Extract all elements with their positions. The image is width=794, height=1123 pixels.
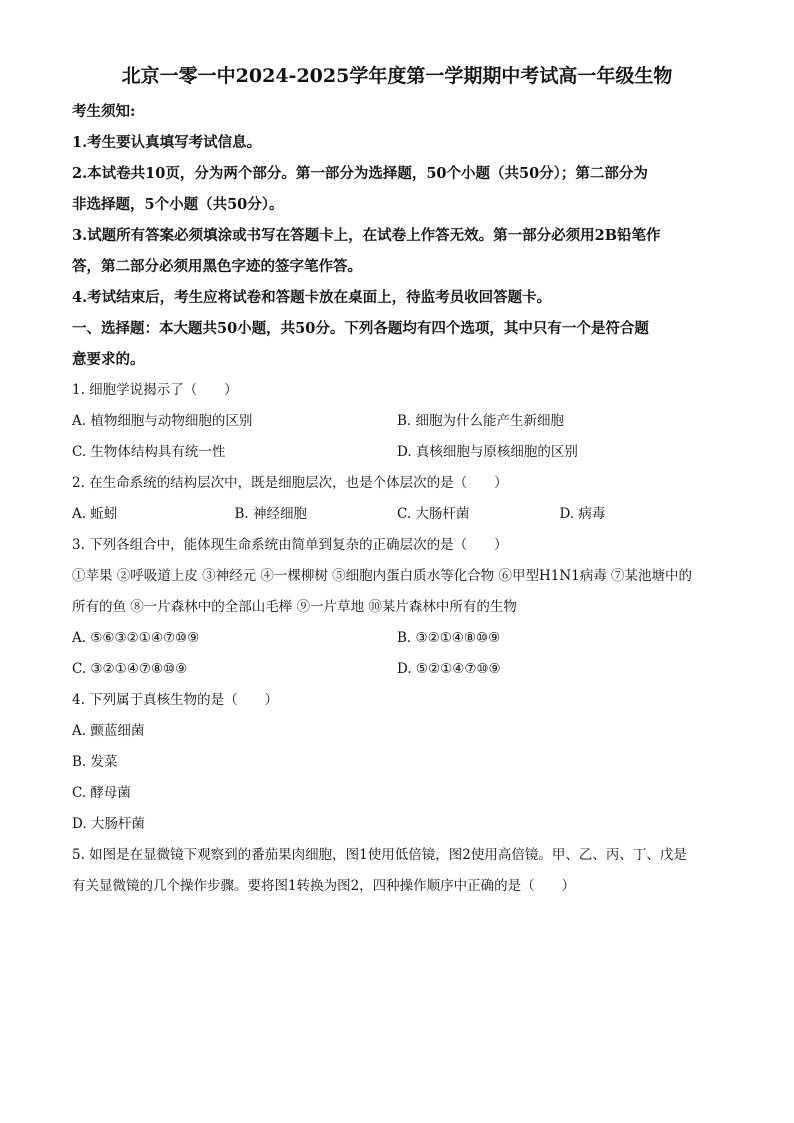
option-d: D. ⑤②①④⑦⑩⑨ — [397, 661, 501, 677]
notice-line-1: 1.考生要认真填写考试信息。 — [72, 134, 262, 151]
section-heading-cont: 意要求的。 — [72, 351, 145, 368]
notice-heading: 考生须知: — [72, 103, 136, 120]
question-1 — [72, 375, 722, 468]
page-title: 北京一零一中2024-2025学年度第一学期期中考试高一年级生物 — [121, 65, 673, 87]
notice-line-3: 3.试题所有答案必须填涂或书写在答题卡上，在试卷上作答无效。第一部分必须用2B铅笔作 — [72, 227, 661, 244]
option-a: A. 蚯蚓 — [72, 506, 118, 522]
option-a: A. 颤蓝细菌 — [72, 723, 145, 739]
question-stem-items-cont: 所有的鱼 ⑧一片森林中的全部山毛榉 ⑨一片草地 ⑩某片森林中所有的生物 — [72, 599, 517, 615]
option-c: C. 生物体结构具有统一性 — [72, 444, 226, 460]
option-row — [72, 406, 722, 437]
section-heading: 一、选择题：本大题共50小题，共50分。下列各题均有四个选项，其中只有一个是符合题 — [72, 320, 649, 337]
option-b: B. ③②①④⑧⑩⑨ — [397, 630, 501, 646]
option-b: B. 细胞为什么能产生新细胞 — [397, 413, 565, 429]
option-b: B. 神经细胞 — [234, 506, 308, 522]
question-5 — [72, 840, 722, 902]
notice-line-3-cont: 答，第二部分必须用黑色字迹的签字笔作答。 — [72, 258, 362, 275]
option-d: D. 大肠杆菌 — [72, 816, 145, 832]
notice-line-4: 4.考试结束后，考生应将试卷和答题卡放在桌面上，待监考员收回答题卡。 — [72, 289, 552, 306]
option-row — [72, 654, 722, 685]
exam-notice — [72, 96, 722, 375]
question-stem: 3. 下列各组合中，能体现生命系统由简单到复杂的正确层次的是（ ） — [72, 537, 508, 553]
question-stem: 4. 下列属于真核生物的是（ ） — [72, 692, 279, 708]
notice-line-2-cont: 非选择题，5个小题（共50分）。 — [72, 196, 284, 213]
question-stem: 5. 如图是在显微镜下观察到的番茄果肉细胞，图1使用低倍镜，图2使用高倍镜。甲、乙、丙、丁、戊是 — [72, 847, 687, 863]
option-d: D. 病毒 — [559, 506, 606, 522]
option-c: C. 酵母菌 — [72, 785, 131, 801]
option-c: C. ③②①④⑦⑧⑩⑨ — [72, 661, 188, 677]
question-stem-cont: 有关显微镜的几个操作步骤。要将图1转换为图2，四种操作顺序中正确的是（ ） — [72, 878, 576, 894]
option-b: B. 发菜 — [72, 754, 118, 770]
question-stem: 1. 细胞学说揭示了（ ） — [72, 382, 238, 398]
option-row — [72, 437, 722, 468]
question-2 — [72, 468, 722, 530]
question-stem: 2. 在生命系统的结构层次中，既是细胞层次，也是个体层次的是（ ） — [72, 475, 508, 491]
option-d: D. 真核细胞与原核细胞的区别 — [397, 444, 578, 460]
option-row — [72, 499, 722, 530]
question-stem-items: ①苹果 ②呼吸道上皮 ③神经元 ④一棵柳树 ⑤细胞内蛋白质水等化合物 ⑥甲型H1N1病毒 ⑦某池塘中的 — [72, 568, 693, 584]
question-3 — [72, 530, 722, 685]
notice-line-2: 2.本试卷共10页，分为两个部分。第一部分为选择题，50个小题（共50分）；第二部分为 — [72, 165, 648, 182]
option-row — [72, 623, 722, 654]
option-a: A. 植物细胞与动物细胞的区别 — [72, 413, 253, 429]
option-c: C. 大肠杆菌 — [397, 506, 470, 522]
question-4 — [72, 685, 722, 840]
option-a: A. ⑤⑥③②①④⑦⑩⑨ — [72, 630, 200, 646]
